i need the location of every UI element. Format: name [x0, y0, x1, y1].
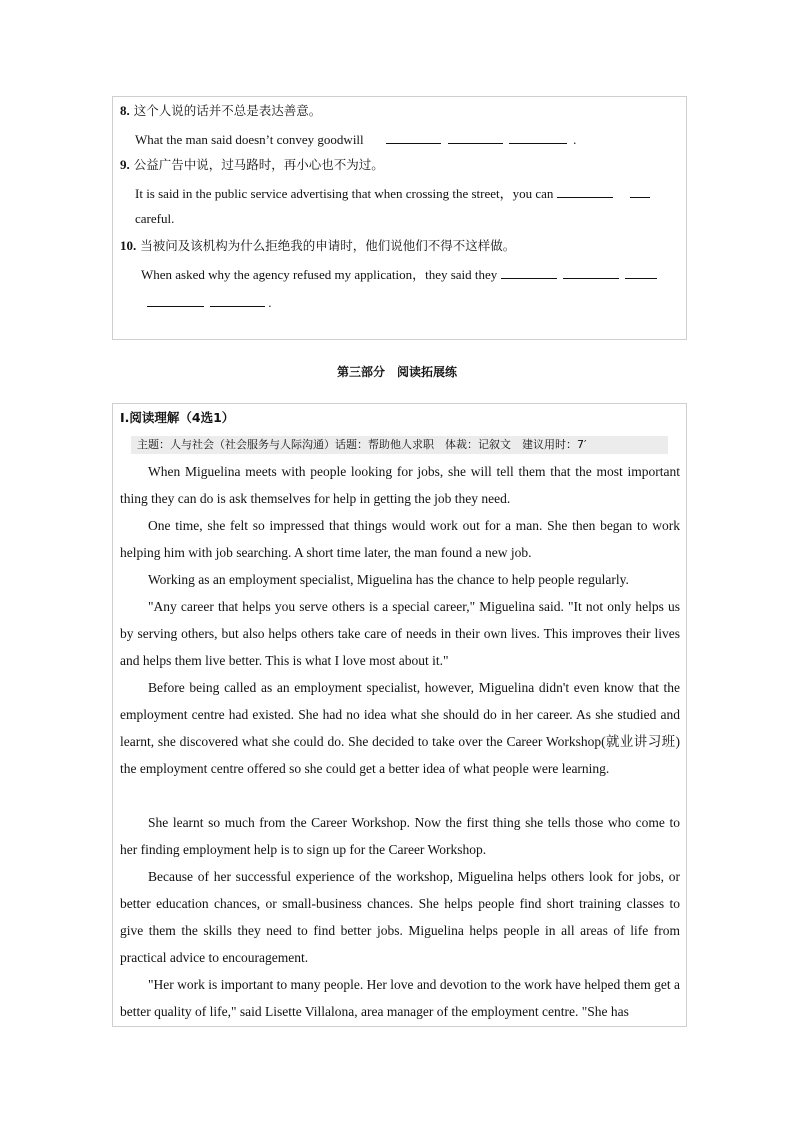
answer-blank[interactable] — [210, 294, 265, 307]
answer-blank[interactable] — [563, 266, 619, 279]
question-9-english-cont: careful. — [135, 211, 175, 226]
question-8-english: What the man said doesn’t convey goodwill . — [135, 132, 577, 147]
section-heading: Ⅰ.阅读理解（4选1） — [120, 410, 235, 425]
question-8-chinese: 8. 这个人说的话并不总是表达善意。 — [120, 103, 322, 118]
passage-paragraph: When Miguelina meets with people looking for jobs, she will tell them that the most important thing they can do is ask themselves for help in getting the job they need. — [120, 464, 680, 506]
question-10-chinese: 10. 当被问及该机构为什么拒绝我的申请时，他们说他们不得不这样做。 — [120, 238, 516, 253]
answer-blank[interactable] — [625, 266, 657, 279]
answer-blank[interactable] — [630, 185, 650, 198]
answer-blank[interactable] — [448, 131, 503, 144]
question-9-english: It is said in the public service advertising that when crossing the street，you can — [135, 185, 686, 202]
passage-paragraph: Working as an employment specialist, Miguelina has the chance to help people regularly. — [148, 572, 629, 587]
answer-blank[interactable] — [557, 185, 613, 198]
passage-paragraph: One time, she felt so impressed that things would work out for a man. She then began to work helping him with job searching. A short time later, the man found a new job. — [120, 518, 680, 560]
answer-blank[interactable] — [386, 131, 441, 144]
passage-paragraph: She learnt so much from the Career Workshop. Now the first thing she tells those who come to her finding employment help is to sign up for the Career Workshop. — [120, 815, 680, 857]
part-three-title: 第三部分 阅读拓展练 — [336, 365, 457, 379]
topic-banner: 主题：人与社会（社会服务与人际沟通）话题：帮助他人求职 体裁：记叙文 建议用时：7′ — [131, 436, 668, 454]
answer-blank[interactable] — [501, 266, 557, 279]
answer-blank[interactable] — [147, 294, 204, 307]
question-10-english-cont: . — [147, 294, 686, 311]
reading-comprehension-box — [112, 403, 687, 1027]
passage-paragraph: Before being called as an employment specialist, however, Miguelina didn't even know that the employment centre had existed. She had no idea what she should do in her career. As she studied and learnt, she discovered what she could do. She decided to take over the Career Workshop(就业讲习班) the employment centre offered so she could get a better idea of what people were learning. — [120, 680, 680, 776]
passage-paragraph: "Her work is important to many people. Her love and devotion to the work have helped them get a better quality of life," said Lisette Villalona, area manager of the employment centre. "She has — [120, 977, 680, 1019]
question-10-english: When asked why the agency refused my application，they said they — [141, 266, 686, 283]
passage-paragraph: "Any career that helps you serve others is a special career," Miguelina said. "It not only helps us by serving others, but also helps others take care of needs in their own lives. This improves their lives and helps them live better. This is what I love most about it." — [120, 599, 680, 668]
translation-exercise-box — [112, 96, 687, 340]
passage-paragraph: Because of her successful experience of the workshop, Miguelina helps others look for jobs, or better education chances, or small-business chances. She helps people find short training classes to give them the skills they need to find better jobs. Miguelina helps people in all areas of life from practical advice to encouragement. — [120, 869, 680, 965]
answer-blank[interactable] — [509, 131, 567, 144]
question-9-chinese: 9. 公益广告中说，过马路时，再小心也不为过。 — [120, 157, 384, 172]
